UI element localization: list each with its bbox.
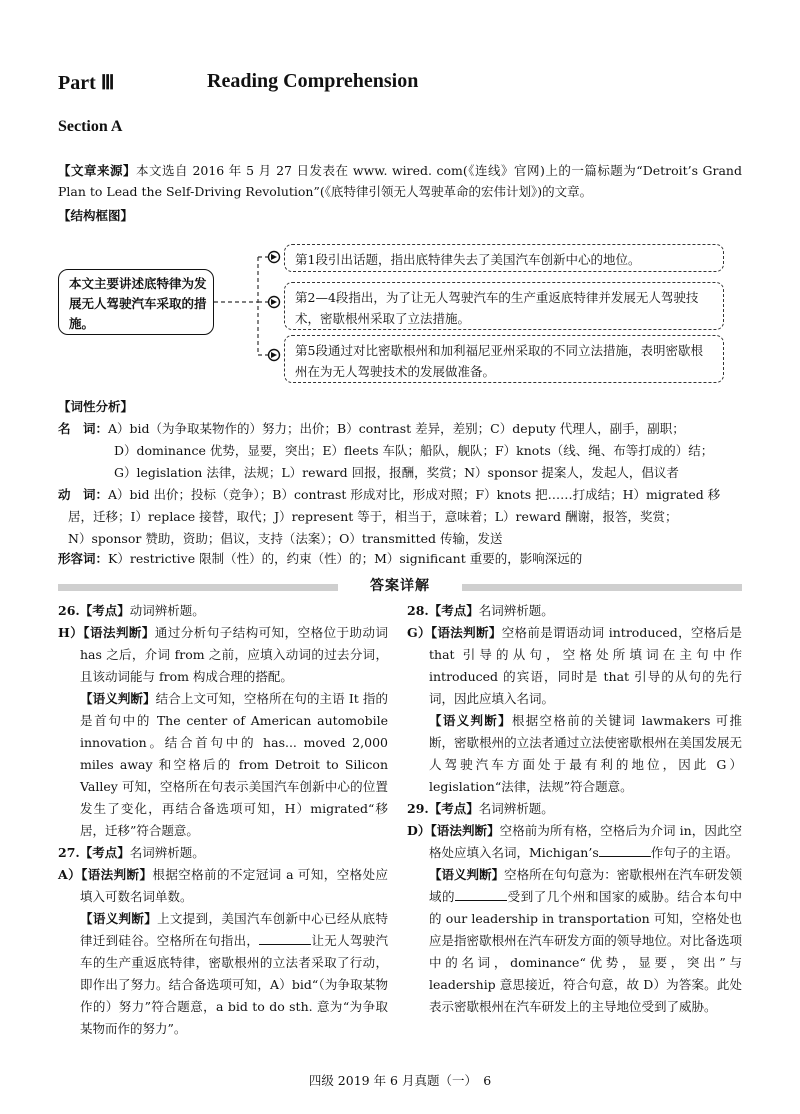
adj-line: K）restrictive 限制（性）的，约束（性）的；M）significant 重要的，影响深远的 [108, 551, 583, 566]
point-text: 名词辨析题。 [129, 845, 205, 860]
answer-blank [455, 888, 507, 901]
answer-semantic [58, 908, 388, 1040]
answer-banner [58, 575, 742, 595]
structure-main-box: 本文主要讲述底特律为发展无人驾驶汽车采取的措施。 [58, 269, 214, 335]
noun-line: A）bid（为争取某物作的）努力；出价；B）contrast 差异，差别；C）deputy 代理人，副手，副职； [108, 421, 685, 436]
verb-label: 动 词： [58, 487, 109, 502]
point-tag: 【考点】 [428, 603, 479, 618]
point-tag: 【考点】 [79, 845, 130, 860]
arrow-circle-icon [269, 252, 280, 361]
question-number: 26. [58, 603, 80, 618]
point-text: 名词辨析题。 [478, 801, 554, 816]
grammar-text: 通过分析句子结构可知，空格位于助动词 has 之后，介词 from 之前，应填入动词的过去分词，且该动词能与 from 构成合理的搭配。 [80, 625, 388, 684]
answer-blank [259, 932, 311, 945]
pos-nouns [58, 418, 742, 484]
answer-semantic [407, 864, 742, 1018]
structure-item-3: 第5段通过对比密歇根州和加利福尼亚州采取的不同立法措施，表明密歇根州在为无人驾驶技术的发展做准备。 [284, 335, 724, 383]
point-text: 动词辨析题。 [129, 603, 205, 618]
semantic-text: 让无人驾驶汽车的生产重返底特律，密歇根州的立法者采取了行动，即作出了努力。结合备选项可知，A）bid“（为争取某物作的）努力”符合题意，a bid to do sth. 意为“为争取某物而作的努力”。 [80, 933, 388, 1036]
answers-right-column [407, 600, 742, 1018]
grammar-text: 根据空格前的不定冠词 a 可知，空格处应填入可数名词单数。 [80, 867, 388, 904]
grammar-text: 空格前为所有格，空格后为介词 in，因此空格处应填入名词，Michigan’s [429, 823, 742, 860]
answer-semantic [58, 688, 388, 842]
answer-key: H） [58, 625, 84, 640]
verb-line: A）bid 出价；投标（竞争）；B）contrast 形成对比，形成对照；F）knots 把……打成结；H）migrated 移 [108, 487, 721, 502]
grammar-text: 空格前是谓语动词 introduced，空格后是 that 引导的从句，空格处所填词在主句中作 introduced 的宾语，同时是 that 引导的从句的先行词，因此应填入名词。 [429, 625, 742, 706]
source-label: 【文章来源】 [58, 163, 136, 178]
verb-line: N）sponsor 赞助，资助；倡议，支持（法案）；O）transmitted 传输，发送 [68, 531, 503, 546]
page-title: Reading Comprehension [207, 70, 419, 92]
answer-grammar [407, 820, 742, 864]
structure-label: 【结构框图】 [58, 208, 134, 223]
pos-label: 【词性分析】 [58, 399, 134, 414]
point-tag: 【考点】 [79, 603, 130, 618]
answer-key: G） [407, 625, 431, 640]
pos-verbs [58, 484, 742, 550]
grammar-tag: 【语法判断】 [430, 625, 502, 640]
semantic-tag: 【语义判断】 [429, 867, 505, 882]
answer-grammar [407, 622, 742, 710]
semantic-tag: 【语义判断】 [429, 713, 512, 728]
part-label: Part Ⅲ [58, 72, 115, 94]
answer-key: D） [407, 823, 431, 838]
grammar-text: 作句子的主语。 [650, 845, 739, 860]
section-title: Section A [58, 118, 123, 135]
answer-grammar [58, 622, 388, 688]
semantic-text: 根据空格前的关键词 lawmakers 可推断，密歇根州的立法者通过立法使密歇根州在美国发展无人驾驶汽车方面处于最有利的地位，因此 G）legislation“法律，法规”符合题意。 [429, 713, 742, 794]
answer-grammar [58, 864, 388, 908]
adj-label: 形容词： [58, 551, 109, 566]
answer-blank [599, 844, 651, 857]
point-tag: 【考点】 [428, 801, 479, 816]
noun-line: G）legislation 法律，法规；L）reward 回报，报酬，奖赏；N）sponsor 提案人，发起人，倡议者 [114, 465, 679, 480]
answer-banner-text: 答案详解 [370, 578, 430, 594]
question-number: 28. [407, 603, 429, 618]
verb-line: 居，迁移；I）replace 接替，取代；J）represent 等于，相当于，意味着；L）reward 酬谢，报答，奖赏； [68, 509, 678, 524]
answer-heading [407, 798, 742, 820]
point-text: 名词辨析题。 [478, 603, 554, 618]
grammar-tag: 【语法判断】 [81, 867, 153, 882]
noun-line: D）dominance 优势，显要，突出；E）fleets 车队；船队，舰队；F）knots（线、绳、布等打成的）结； [114, 443, 714, 458]
structure-item-1: 第1段引出话题，指出底特律失去了美国汽车创新中心的地位。 [284, 244, 724, 272]
answer-key: A） [58, 867, 82, 882]
source-text: 本文选自 2016 年 5 月 27 日发表在 www. wired. com(《连线》官网)上的一篇标题为“Detroit’s Grand Plan to Lead the Self-Driving Revolution”(《底特律引领无人驾驶革命的宏伟计划》)的文章。 [58, 163, 742, 199]
answer-heading [407, 600, 742, 622]
semantic-tag: 【语义判断】 [80, 911, 158, 926]
question-number: 29. [407, 801, 429, 816]
page-footer: 四级 2019 年 6 月真题（一） 6 [308, 1073, 492, 1088]
answer-semantic [407, 710, 742, 798]
semantic-text: 空格所在句句意为：密歇根州在汽车研发领域的 [429, 867, 742, 904]
pos-adjectives [58, 548, 742, 570]
answer-heading [58, 600, 388, 622]
grammar-tag: 【语法判断】 [83, 625, 155, 640]
answer-heading [58, 842, 388, 864]
question-number: 27. [58, 845, 80, 860]
noun-label: 名 词： [58, 421, 109, 436]
semantic-text: 受到了几个州和国家的威胁。结合本句中的 our leadership in transportation 可知，空格处也应是指密歇根州在汽车研发方面的领导地位。对比备选项中的名词，dominance“优势，显要，突出”与 leadership 意思接近，符合句意，故 D）为答案。此处表示密歇根州在汽车研发上的主导地位受到了威胁。 [429, 889, 742, 1014]
answers-left-column [58, 600, 388, 1040]
structure-item-2: 第2—4段指出，为了让无人驾驶汽车的生产重返底特律并发展无人驾驶技术，密歇根州采取了立法措施。 [284, 282, 724, 330]
semantic-text: 上文提到，美国汽车创新中心已经从底特律迁到硅谷。空格所在句指出， [80, 911, 388, 948]
semantic-text: 结合上文可知，空格所在句的主语 It 指的是首句中的 The center of American automobile innovation。结合首句中的 has... moved 2,000 miles away 和空格后的 from Detroit to Silicon Valley 可知，空格所在句表示美国汽车创新中心的位置发生了变化，再结合备选项可知，H）migrated“移居，迁移”符合题意。 [80, 691, 388, 838]
grammar-tag: 【语法判断】 [430, 823, 500, 838]
semantic-tag: 【语义判断】 [80, 691, 156, 706]
